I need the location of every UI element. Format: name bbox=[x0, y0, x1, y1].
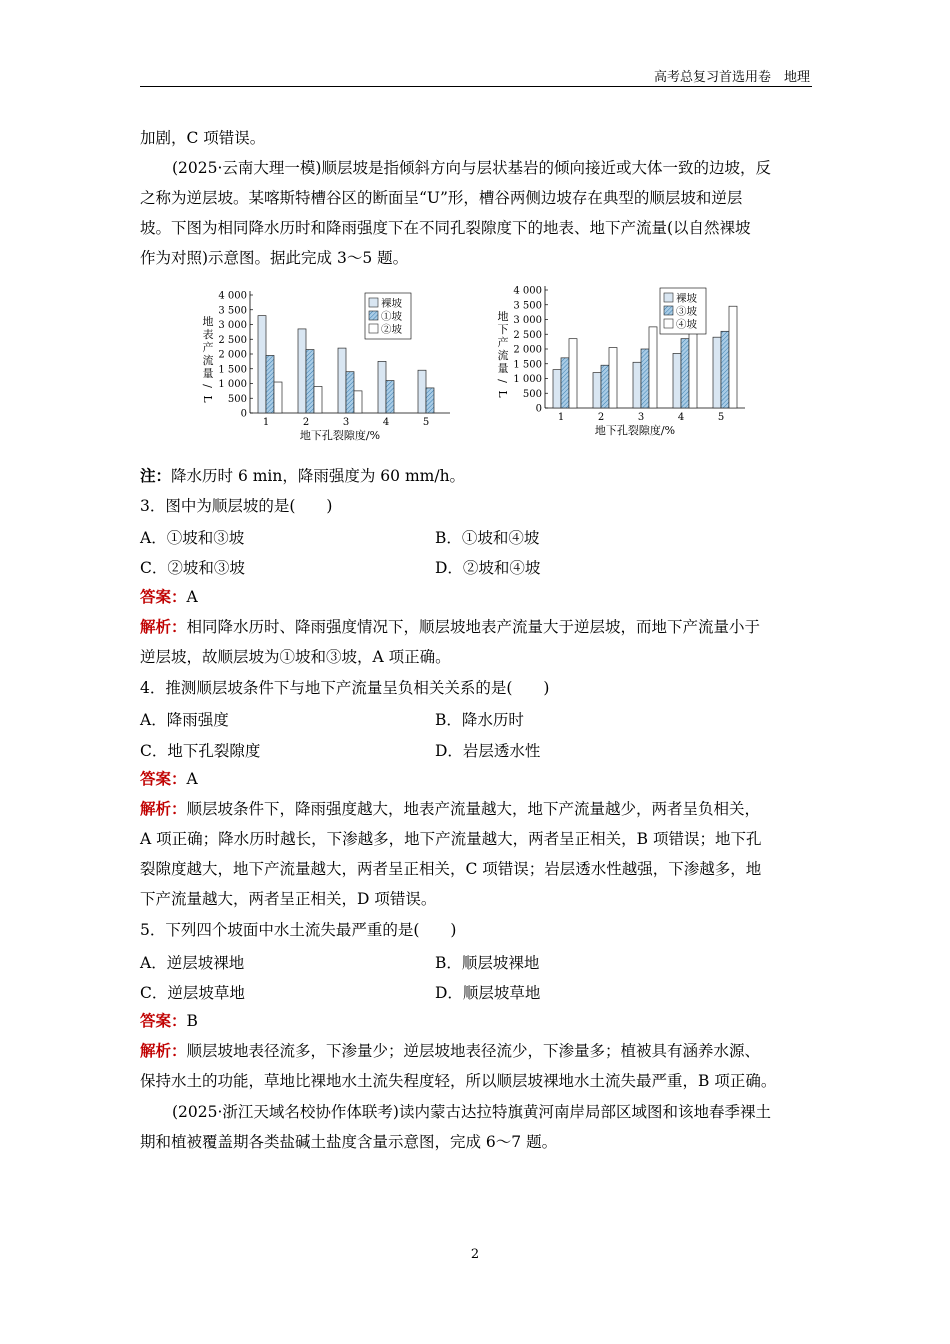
analysis-5 bbox=[140, 1041, 812, 1061]
y-tick-label: 0 bbox=[535, 403, 542, 415]
y-axis-label-char: / bbox=[201, 384, 214, 388]
answer-3 bbox=[140, 587, 812, 607]
analysis-4 bbox=[140, 799, 812, 819]
y-tick-label: 3 000 bbox=[218, 320, 247, 331]
bar bbox=[561, 358, 569, 408]
y-tick-label: 1 000 bbox=[513, 374, 542, 385]
bar bbox=[641, 349, 649, 408]
analysis-text: 顺层坡地表径流多，下渗量少；逆层坡地表径流少，下渗量多；植被具有涵养水源、 bbox=[186, 1042, 761, 1060]
y-tick-label: 1 500 bbox=[513, 359, 542, 371]
legend-swatch bbox=[369, 298, 378, 307]
bar bbox=[338, 348, 346, 413]
x-tick-label: 5 bbox=[422, 417, 430, 428]
note-line bbox=[140, 466, 812, 486]
header-rule bbox=[140, 86, 812, 87]
x-axis-label: 地下孔裂隙度/% bbox=[594, 424, 676, 437]
legend-swatch bbox=[664, 306, 673, 315]
y-axis-label-char: 流 bbox=[202, 354, 214, 367]
analysis-5-line: 保持水土的功能，草地比裸地水土流失程度轻，所以顺层坡裸地水土流失最严重，B 项正确。 bbox=[140, 1072, 777, 1090]
passage2-line: 期和植被覆盖期各类盐碱土盐度含量示意图，完成 6～7 题。 bbox=[140, 1133, 558, 1151]
y-tick-label: 1 500 bbox=[218, 364, 247, 376]
answer-label: 答案： bbox=[140, 587, 187, 606]
answer-label: 答案： bbox=[140, 769, 187, 788]
x-tick-label: 1 bbox=[262, 417, 270, 428]
x-tick-label: 3 bbox=[342, 417, 350, 428]
y-axis-label-char: 下 bbox=[497, 323, 509, 336]
option-4-a[interactable]: A．降雨强度 bbox=[140, 711, 229, 729]
option-4-b[interactable]: B．降水历时 bbox=[435, 711, 524, 729]
y-tick-label: 3 500 bbox=[218, 305, 247, 317]
bar bbox=[681, 339, 689, 408]
x-axis-label: 地下孔裂隙度/% bbox=[299, 429, 381, 442]
option-3-b[interactable]: B．①坡和④坡 bbox=[435, 529, 540, 547]
analysis-label: 解析： bbox=[140, 617, 187, 636]
passage1-line: 作为对照)示意图。据此完成 3～5 题。 bbox=[140, 249, 409, 267]
question-stem-4: 4．推测顺层坡条件下与地下产流量呈负相关关系的是( ) bbox=[140, 679, 550, 697]
bar bbox=[649, 327, 657, 408]
y-tick-label: 2 000 bbox=[513, 344, 542, 356]
option-5-a[interactable]: A．逆层坡裸地 bbox=[140, 954, 245, 972]
y-axis-label-char: 产 bbox=[202, 341, 214, 354]
bar bbox=[306, 350, 314, 413]
note-text: 降水历时 6 min，降雨强度为 60 mm/h。 bbox=[171, 467, 466, 485]
bar bbox=[569, 339, 577, 408]
y-axis-label-char: 产 bbox=[497, 336, 509, 349]
legend-swatch bbox=[369, 324, 378, 333]
bar bbox=[354, 391, 362, 413]
legend-label: 裸坡 bbox=[676, 292, 697, 305]
bar bbox=[274, 382, 282, 413]
surface-runoff-chart bbox=[195, 285, 460, 445]
x-tick-label: 2 bbox=[597, 412, 605, 423]
option-3-a[interactable]: A．①坡和③坡 bbox=[140, 529, 245, 547]
analysis-3 bbox=[140, 617, 812, 637]
option-4-d[interactable]: D．岩层透水性 bbox=[435, 742, 541, 760]
bar bbox=[721, 331, 729, 408]
passage1-line: 之称为逆层坡。某喀斯特槽谷区的断面呈“U”形，槽谷两侧边坡存在典型的顺层坡和逆层 bbox=[140, 189, 743, 207]
analysis-text: 相同降水历时、降雨强度情况下，顺层坡地表产流量大于逆层坡，而地下产流量小于 bbox=[186, 618, 761, 636]
bar bbox=[729, 306, 737, 408]
analysis-label: 解析： bbox=[140, 799, 187, 818]
bar bbox=[266, 355, 274, 413]
answer-5 bbox=[140, 1011, 812, 1031]
answer-label: 答案： bbox=[140, 1011, 187, 1030]
y-axis-label-char: 表 bbox=[202, 328, 214, 341]
option-3-c[interactable]: C．②坡和③坡 bbox=[140, 559, 245, 577]
answer-4 bbox=[140, 769, 812, 789]
analysis-4-line: 下产流量越大，两者呈正相关，D 项错误。 bbox=[140, 890, 437, 908]
question-stem-3: 3．图中为顺层坡的是( ) bbox=[140, 497, 333, 515]
page-number: 2 bbox=[470, 1247, 480, 1262]
y-tick-label: 2 500 bbox=[218, 334, 247, 346]
option-5-d[interactable]: D．顺层坡草地 bbox=[435, 984, 541, 1002]
bar bbox=[609, 348, 617, 408]
analysis-3-line: 逆层坡，故顺层坡为①坡和③坡，A 项正确。 bbox=[140, 648, 451, 666]
y-tick-label: 1 000 bbox=[218, 379, 247, 390]
y-axis-label-char: L bbox=[201, 395, 214, 403]
legend-label: 裸坡 bbox=[381, 297, 402, 310]
note-label: 注： bbox=[140, 466, 172, 485]
y-tick-label: 4 000 bbox=[513, 285, 542, 297]
legend-swatch bbox=[369, 311, 378, 320]
x-tick-label: 2 bbox=[302, 417, 310, 428]
analysis-4-line: 裂隙度越大，地下产流量越大，两者呈正相关，C 项错误；岩层透水性越强，下渗越多，地 bbox=[140, 860, 762, 878]
underground-runoff-chart bbox=[490, 280, 755, 442]
page-header: 高考总复习首选用卷 地理 bbox=[653, 70, 810, 85]
analysis-4-line: A 项正确；降水历时越长，下渗越多，地下产流量越大，两者呈正相关，B 项错误；地下孔 bbox=[140, 830, 762, 848]
option-5-c[interactable]: C．逆层坡草地 bbox=[140, 984, 245, 1002]
x-tick-label: 5 bbox=[717, 412, 725, 423]
passage1-line: (2025·云南大理一模)顺层坡是指倾斜方向与层状基岩的倾向接近或大体一致的边坡，反 bbox=[172, 159, 771, 177]
option-4-c[interactable]: C．地下孔裂隙度 bbox=[140, 742, 261, 760]
passage1-line: 坡。下图为相同降水历时和降雨强度下在不同孔裂隙度下的地表、地下产流量(以自然裸坡 bbox=[140, 219, 751, 237]
bar bbox=[386, 381, 394, 413]
option-3-d[interactable]: D．②坡和④坡 bbox=[435, 559, 541, 577]
bar bbox=[713, 337, 721, 408]
x-tick-label: 4 bbox=[382, 417, 390, 428]
legend-label: ①坡 bbox=[381, 310, 402, 323]
bar bbox=[378, 361, 386, 413]
bar bbox=[426, 388, 434, 413]
analysis-label: 解析： bbox=[140, 1041, 187, 1060]
y-axis-label-char: 地 bbox=[202, 315, 214, 328]
y-axis-label-char: 量 bbox=[202, 367, 214, 380]
question-stem-5: 5．下列四个坡面中水土流失最严重的是( ) bbox=[140, 921, 457, 939]
bar bbox=[346, 372, 354, 413]
passage2-line: (2025·浙江天域名校协作体联考)读内蒙古达拉特旗黄河南岸局部区域图和该地春季裸土 bbox=[172, 1103, 771, 1121]
bar bbox=[298, 329, 306, 413]
y-tick-label: 3 000 bbox=[513, 315, 542, 326]
legend-label: ②坡 bbox=[381, 323, 402, 336]
legend-label: ③坡 bbox=[676, 305, 697, 318]
bar bbox=[418, 370, 426, 413]
x-tick-label: 1 bbox=[557, 412, 565, 423]
y-tick-label: 500 bbox=[522, 388, 542, 400]
y-tick-label: 2 500 bbox=[513, 329, 542, 341]
intro-line: 加剧，C 项错误。 bbox=[140, 129, 266, 147]
answer-value: A bbox=[186, 770, 198, 788]
x-tick-label: 4 bbox=[677, 412, 685, 423]
bar bbox=[553, 370, 561, 408]
x-tick-label: 3 bbox=[637, 412, 645, 423]
answer-value: B bbox=[186, 1012, 198, 1030]
y-tick-label: 4 000 bbox=[218, 290, 247, 302]
bar bbox=[258, 316, 266, 413]
option-5-b[interactable]: B．顺层坡裸地 bbox=[435, 954, 540, 972]
y-axis-label-char: 量 bbox=[497, 362, 509, 375]
y-tick-label: 500 bbox=[227, 393, 247, 405]
bar bbox=[314, 386, 322, 413]
y-axis-label-char: / bbox=[496, 379, 509, 383]
y-axis-label-char: 地 bbox=[497, 310, 509, 323]
legend-swatch bbox=[664, 293, 673, 302]
y-tick-label: 2 000 bbox=[218, 349, 247, 361]
legend-swatch bbox=[664, 319, 673, 328]
answer-value: A bbox=[186, 588, 198, 606]
bar bbox=[601, 365, 609, 408]
bar bbox=[593, 373, 601, 408]
bar bbox=[673, 353, 681, 408]
legend-label: ④坡 bbox=[676, 318, 697, 331]
y-axis-label-char: L bbox=[496, 390, 509, 398]
y-tick-label: 3 500 bbox=[513, 300, 542, 312]
y-axis-label-char: 流 bbox=[497, 349, 509, 362]
analysis-text: 顺层坡条件下，降雨强度越大，地表产流量越大，地下产流量越少，两者呈负相关， bbox=[186, 800, 761, 818]
bar bbox=[633, 362, 641, 408]
y-tick-label: 0 bbox=[240, 408, 247, 420]
